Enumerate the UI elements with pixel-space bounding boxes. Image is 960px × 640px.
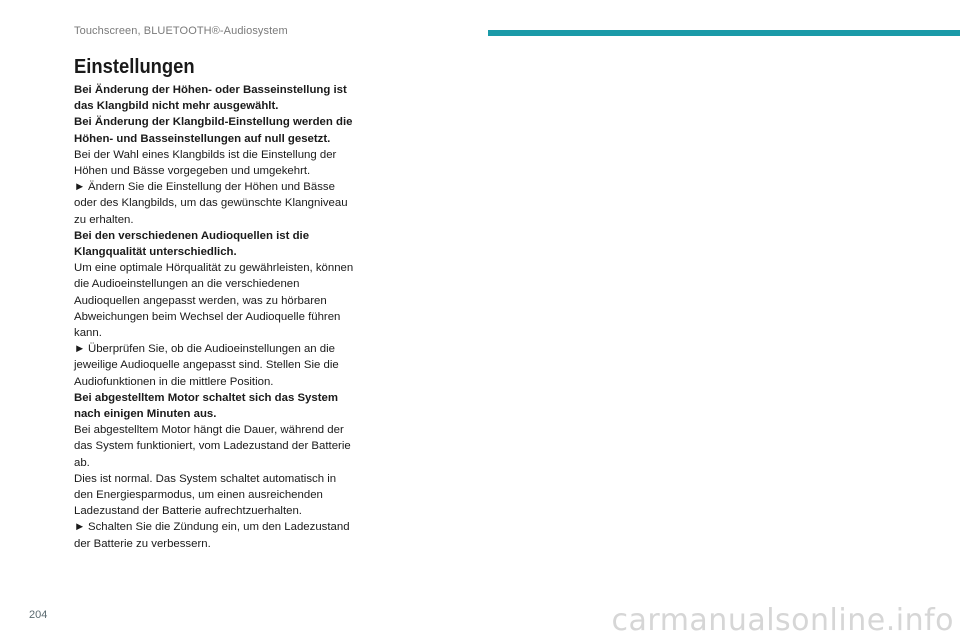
page-number: 204 [29, 609, 48, 621]
bullet-text: Schalten Sie die Zündung ein, um den Ladezustand der Batterie zu verbessern. [74, 521, 350, 550]
bold-paragraph: Bei den verschiedenen Audioquellen ist die Klangqualität unterschiedlich. [74, 229, 310, 259]
arrow-bullet-icon: ► [74, 521, 86, 534]
bullet-text: Ändern Sie die Einstellung der Höhen und Bässe oder des Klangbilds, um das gewünschte Klangniveau zu erhalten. [74, 181, 348, 226]
bullet-item [74, 519, 354, 551]
header-accent-bar [488, 30, 960, 36]
bullet-item [74, 341, 354, 390]
bullet-item [74, 179, 354, 228]
paragraph: Bei der Wahl eines Klangbilds ist die Einstellung der Höhen und Bässe vorgegeben und umgekehrt. [74, 148, 337, 178]
bullet-text: Überprüfen Sie, ob die Audioeinstellungen an die jeweilige Audioquelle angepasst sind. Stellen Sie die Audiofunktionen in die mittlere Position. [74, 343, 339, 388]
running-header: Touchscreen, BLUETOOTH®-Audiosystem [74, 25, 288, 37]
paragraph: Dies ist normal. Das System schaltet automatisch in den Energiesparmodus, um einen ausreichenden Ladezustand der Batterie aufrechtzuerhalten. [74, 472, 337, 518]
bold-paragraph: Bei Änderung der Klangbild-Einstellung werden die Höhen- und Basseinstellungen auf null gesetzt. [74, 116, 353, 145]
section-content [74, 82, 354, 552]
arrow-bullet-icon: ► [74, 343, 86, 356]
section-title: Einstellungen [74, 56, 195, 78]
arrow-bullet-icon: ► [74, 181, 86, 194]
bold-paragraph: Bei abgestelltem Motor schaltet sich das System nach einigen Minuten aus. [74, 391, 338, 421]
watermark: carmanualsonline.info [611, 603, 954, 638]
paragraph: Bei abgestelltem Motor hängt die Dauer, während der das System funktioniert, vom Ladezustand der Batterie ab. [74, 424, 351, 469]
paragraph: Um eine optimale Hörqualität zu gewährleisten, können die Audioeinstellungen an die verschiedenen Audioquellen angepasst werden, was zu hörbaren Abweichungen beim Wechsel der Audioquelle führen kann. [74, 262, 354, 340]
bold-paragraph: Bei Änderung der Höhen- oder Basseinstellung ist das Klangbild nicht mehr ausgewählt. [74, 84, 347, 113]
